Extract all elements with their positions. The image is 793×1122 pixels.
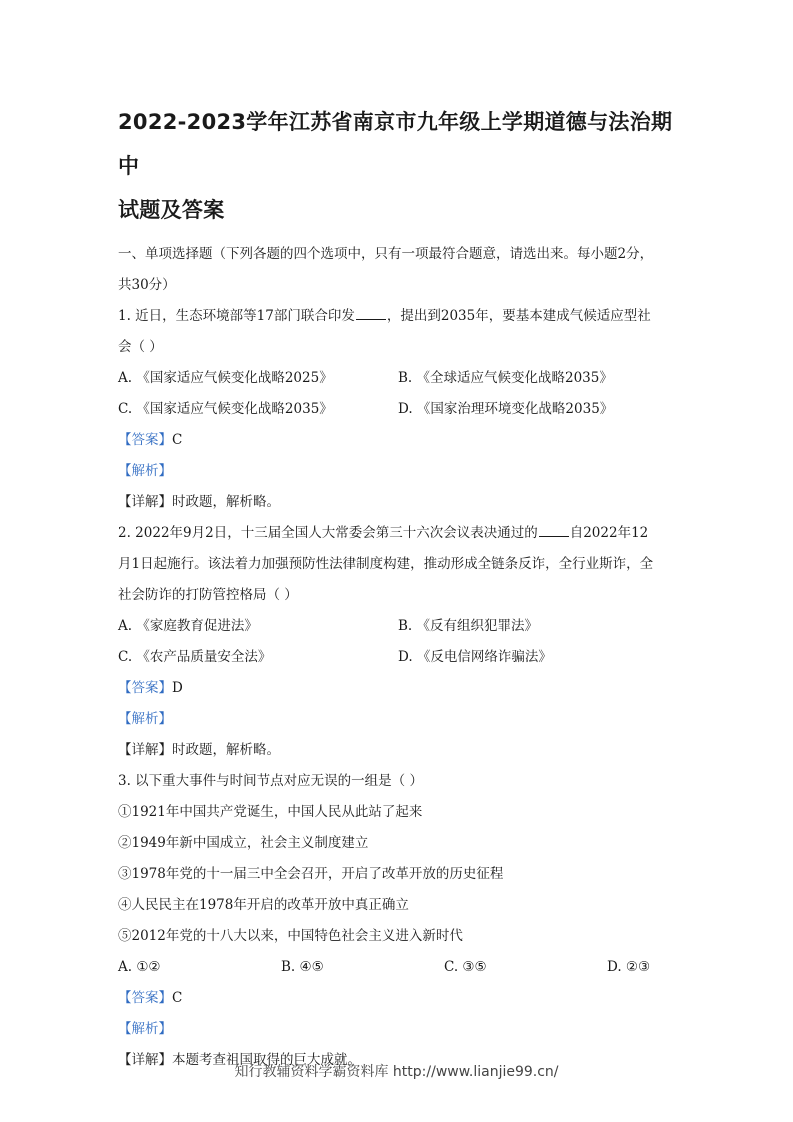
q3-item-5: ⑤2012年党的十八大以来，中国特色社会主义进入新时代 bbox=[118, 928, 463, 944]
q1-options-row-1 bbox=[118, 363, 678, 394]
q1-stem-line-2: 会（ ） bbox=[118, 339, 163, 355]
q3-option-b: B. ④⑤ bbox=[281, 959, 324, 975]
detail-label: 【详解】 bbox=[118, 1052, 172, 1068]
title-line-2: 试题及答案 bbox=[118, 198, 225, 222]
q3-item-4: ④人民民主在1978年开启的改革开放中真正确立 bbox=[118, 897, 409, 913]
detail-label: 【详解】 bbox=[118, 742, 172, 758]
q2-blank bbox=[539, 526, 569, 537]
title-line-1: 2022-2023学年江苏省南京市九年级上学期道德与法治期中 bbox=[118, 110, 673, 178]
answer-label: 【答案】 bbox=[118, 680, 172, 696]
q2-stem-line-1 bbox=[118, 518, 678, 549]
q2-option-c: C. 《农产品质量安全法》 bbox=[118, 649, 272, 665]
q2-option-a: A. 《家庭教育促进法》 bbox=[118, 618, 258, 634]
q1-option-c: C. 《国家适应气候变化战略2035》 bbox=[118, 401, 333, 417]
q1-stem-part-b: ，提出到2035年，要基本建成气候适应型社 bbox=[386, 308, 651, 324]
q1-analysis bbox=[118, 456, 678, 487]
q3-option-a: A. ①② bbox=[118, 959, 161, 975]
answer-label: 【答案】 bbox=[118, 432, 172, 448]
q2-option-b: B. 《反有组织犯罪法》 bbox=[398, 618, 539, 634]
q1-option-d: D. 《国家治理环境变化战略2035》 bbox=[398, 401, 614, 417]
q1-blank bbox=[356, 309, 386, 320]
q2-stem-line-2: 月1日起施行。该法着力加强预防性法律制度构建，推动形成全链条反诈，全行业斯诈，全 bbox=[118, 556, 654, 572]
q1-answer-value: C bbox=[172, 432, 183, 448]
q3-option-d: D. ②③ bbox=[607, 959, 651, 975]
q2-answer-value: D bbox=[172, 680, 183, 696]
page-title bbox=[118, 100, 678, 232]
q3-answer bbox=[118, 983, 678, 1014]
q2-options-row-2 bbox=[118, 642, 678, 673]
q3-item-2: ②1949年新中国成立，社会主义制度建立 bbox=[118, 835, 369, 851]
q2-detail bbox=[118, 735, 678, 766]
q2-option-d: D. 《反电信网络诈骗法》 bbox=[398, 649, 552, 665]
q2-stem-line-3: 社会防诈的打防管控格局（ ） bbox=[118, 587, 298, 603]
q1-answer bbox=[118, 425, 678, 456]
section-heading-line-2: 共30分） bbox=[118, 277, 176, 293]
q2-options-row-1 bbox=[118, 611, 678, 642]
section-heading-line-1: 一、单项选择题（下列各题的四个选项中，只有一项最符合题意，请选出来。每小题2分， bbox=[118, 246, 654, 262]
footer-watermark: 知行教辅资料学霸资料库 http://www.lianjie99.cn/ bbox=[234, 1064, 559, 1080]
q2-detail-text: 时政题，解析略。 bbox=[172, 742, 280, 758]
q3-answer-value: C bbox=[172, 990, 183, 1006]
analysis-label: 【解析】 bbox=[118, 463, 172, 479]
q3-item-3: ③1978年党的十一届三中全会召开，开启了改革开放的历史征程 bbox=[118, 866, 504, 882]
q1-stem-part-a: 1. 近日，生态环境部等17部门联合印发 bbox=[118, 308, 355, 324]
exam-page bbox=[118, 100, 678, 1076]
q1-stem-line-1 bbox=[118, 301, 678, 332]
q1-detail bbox=[118, 487, 678, 518]
q1-detail-text: 时政题，解析略。 bbox=[172, 494, 280, 510]
q1-options-row-2 bbox=[118, 394, 678, 425]
q3-options-row bbox=[118, 952, 678, 983]
analysis-label: 【解析】 bbox=[118, 1021, 172, 1037]
q3-item-1: ①1921年中国共产党诞生，中国人民从此站了起来 bbox=[118, 804, 423, 820]
q2-analysis bbox=[118, 704, 678, 735]
analysis-label: 【解析】 bbox=[118, 711, 172, 727]
q2-answer bbox=[118, 673, 678, 704]
q3-detail-text: 本题考查祖国取得的巨大成就。 bbox=[172, 1052, 361, 1068]
detail-label: 【详解】 bbox=[118, 494, 172, 510]
q3-stem: 3. 以下重大事件与时间节点对应无误的一组是（ ） bbox=[118, 773, 423, 789]
q3-option-c: C. ③⑤ bbox=[444, 959, 487, 975]
q2-stem-part-a: 2. 2022年9月2日，十三届全国人大常委会第三十六次会议表决通过的 bbox=[118, 525, 538, 541]
q3-analysis bbox=[118, 1014, 678, 1045]
q1-option-a: A. 《国家适应气候变化战略2025》 bbox=[118, 370, 333, 386]
answer-label: 【答案】 bbox=[118, 990, 172, 1006]
q2-stem-part-b: 自2022年12 bbox=[569, 525, 649, 541]
q1-option-b: B. 《全球适应气候变化战略2035》 bbox=[398, 370, 613, 386]
